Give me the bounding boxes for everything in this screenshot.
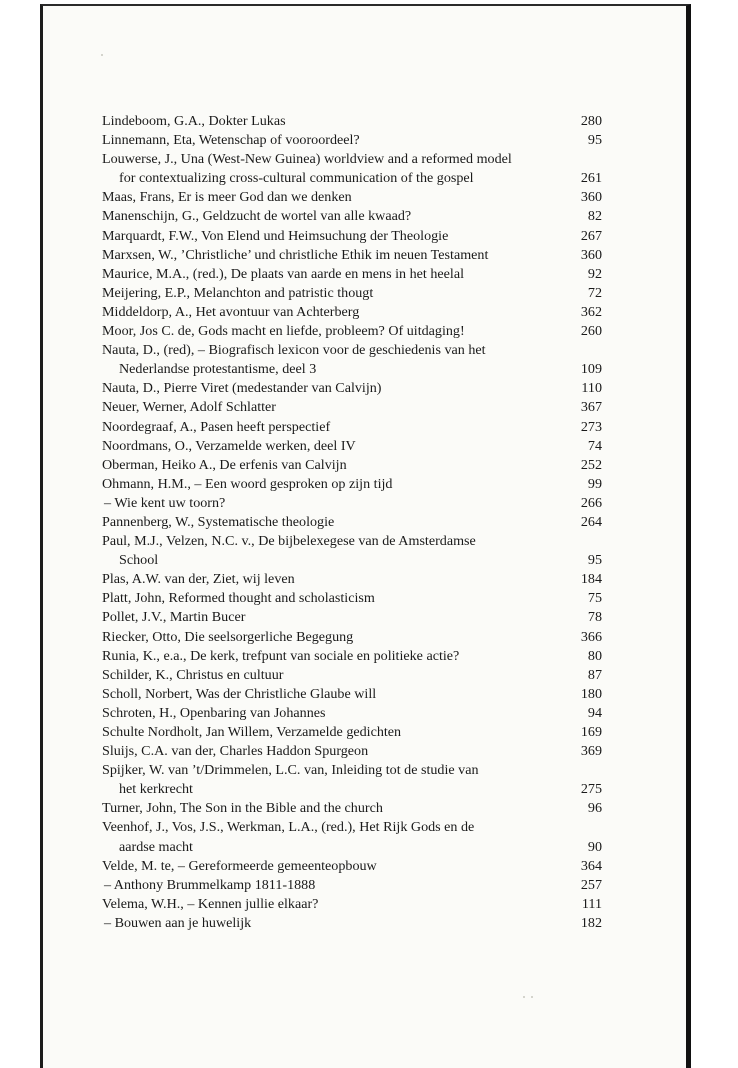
index-entry bbox=[102, 608, 602, 627]
index-entry bbox=[102, 398, 602, 417]
index-entry bbox=[102, 112, 602, 131]
entry-title: Manenschijn, G., Geldzucht de wortel van alle kwaad? bbox=[102, 208, 412, 225]
index-entry bbox=[102, 322, 602, 341]
entry-title: Pannenberg, W., Systematische theologie bbox=[102, 513, 335, 530]
index-entry bbox=[102, 513, 602, 532]
entry-line bbox=[102, 914, 602, 933]
page-number: 264 bbox=[580, 513, 602, 530]
index-entry bbox=[102, 895, 602, 914]
page-number: 110 bbox=[581, 380, 602, 397]
index-entry bbox=[102, 265, 602, 284]
page-number: 367 bbox=[580, 399, 602, 416]
page-number: 111 bbox=[581, 895, 602, 912]
entry-title: – Bouwen aan je huwelijk bbox=[104, 914, 252, 931]
entry-line bbox=[102, 704, 602, 723]
entry-line bbox=[102, 379, 602, 398]
entry-line bbox=[102, 207, 602, 226]
entry-title: for contextualizing cross-cultural communication of the gospel bbox=[119, 170, 474, 187]
page-number: 169 bbox=[580, 724, 602, 740]
page-number: 360 bbox=[580, 189, 602, 206]
page-number: 72 bbox=[587, 284, 602, 301]
entry-line bbox=[102, 857, 602, 876]
entry-title: Paul, M.J., Velzen, N.C. v., De bijbelexegese van de Amsterdamse bbox=[102, 533, 476, 550]
page-number: 75 bbox=[587, 590, 602, 607]
index-entry bbox=[102, 532, 602, 570]
entry-line bbox=[102, 666, 602, 685]
index-entry bbox=[102, 570, 602, 589]
entry-line bbox=[102, 456, 602, 475]
entry-line bbox=[102, 799, 602, 818]
entry-line bbox=[102, 723, 602, 742]
index-entry bbox=[102, 303, 602, 322]
index-entry bbox=[102, 761, 602, 799]
index-entry bbox=[102, 628, 602, 647]
index-entry bbox=[102, 341, 602, 379]
entry-continuation-line bbox=[102, 838, 602, 857]
page-number: 273 bbox=[580, 418, 602, 435]
scan-speck bbox=[531, 996, 533, 998]
entry-title: Runia, K., e.a., De kerk, trefpunt van sociale en politieke actie? bbox=[102, 647, 460, 664]
entry-title: Noordmans, O., Verzamelde werken, deel IV bbox=[102, 437, 356, 454]
entry-title: aardse macht bbox=[119, 838, 193, 855]
entry-title: Veenhof, J., Vos, J.S., Werkman, L.A., (red.), Het Rijk Gods en de bbox=[102, 819, 475, 836]
index-entry bbox=[102, 227, 602, 246]
entry-line bbox=[102, 818, 602, 837]
entry-title: Oberman, Heiko A., De erfenis van Calvijn bbox=[102, 456, 347, 473]
page-number: 95 bbox=[587, 552, 602, 569]
entry-line bbox=[102, 246, 602, 265]
entry-line bbox=[102, 895, 602, 914]
entry-title: Spijker, W. van ’t/Drimmelen, L.C. van, Inleiding tot de studie van bbox=[102, 762, 479, 779]
entry-line bbox=[102, 188, 602, 207]
entry-line bbox=[102, 742, 602, 761]
entry-title: Schilder, K., Christus en cultuur bbox=[102, 666, 284, 683]
entry-line bbox=[102, 647, 602, 666]
page-number: 96 bbox=[587, 800, 602, 817]
entry-line bbox=[102, 608, 602, 627]
entry-line bbox=[102, 322, 602, 341]
index-entry bbox=[102, 647, 602, 666]
index-entry bbox=[102, 246, 602, 265]
page-number: 99 bbox=[587, 475, 602, 492]
index-entry bbox=[102, 742, 602, 761]
index-entry bbox=[102, 723, 602, 742]
page-number: 260 bbox=[580, 323, 602, 340]
entry-continuation-line bbox=[102, 551, 602, 570]
entry-title: Noordegraaf, A., Pasen heeft perspectief bbox=[102, 418, 331, 435]
entry-line bbox=[102, 398, 602, 417]
page-number: 87 bbox=[587, 666, 602, 683]
entry-title: Neuer, Werner, Adolf Schlatter bbox=[102, 399, 276, 416]
page-number: 364 bbox=[580, 857, 602, 874]
entry-line bbox=[102, 227, 602, 246]
entry-line bbox=[102, 284, 602, 303]
page-number: 80 bbox=[587, 647, 602, 664]
entry-title: Velema, W.H., – Kennen jullie elkaar? bbox=[102, 895, 319, 912]
entry-title: Lindeboom, G.A., Dokter Lukas bbox=[102, 113, 286, 129]
index-entry bbox=[102, 914, 602, 933]
page-number: 180 bbox=[580, 685, 602, 702]
entry-continuation-line bbox=[102, 360, 602, 379]
index-entry bbox=[102, 666, 602, 685]
entry-title: Pollet, J.V., Martin Bucer bbox=[102, 609, 246, 626]
entry-line bbox=[102, 761, 602, 780]
entry-title: Riecker, Otto, Die seelsorgerliche Begegung bbox=[102, 628, 354, 645]
entry-title: Scholl, Norbert, Was der Christliche Glaube will bbox=[102, 685, 377, 702]
entry-line bbox=[102, 150, 602, 169]
scan-speck bbox=[523, 996, 525, 998]
entry-line bbox=[102, 437, 602, 456]
page-number: 82 bbox=[587, 208, 602, 225]
page-number: 267 bbox=[580, 227, 602, 244]
entry-line bbox=[102, 475, 602, 494]
entry-line bbox=[102, 494, 602, 513]
entry-continuation-line bbox=[102, 780, 602, 799]
page-number: 92 bbox=[587, 265, 602, 282]
entry-line bbox=[102, 532, 602, 551]
page-number: 280 bbox=[580, 113, 602, 129]
page-number: 90 bbox=[587, 838, 602, 855]
entry-line bbox=[102, 265, 602, 284]
entry-title: Sluijs, C.A. van der, Charles Haddon Spurgeon bbox=[102, 743, 369, 760]
entry-line bbox=[102, 685, 602, 704]
entry-title: Marxsen, W., ’Christliche’ und christliche Ethik im neuen Testament bbox=[102, 246, 489, 263]
index-entry bbox=[102, 857, 602, 876]
page-number: 369 bbox=[580, 743, 602, 760]
entry-line bbox=[102, 570, 602, 589]
entry-line bbox=[102, 418, 602, 437]
index-entry bbox=[102, 418, 602, 437]
page-number: 95 bbox=[587, 132, 602, 149]
page-number: 266 bbox=[580, 494, 602, 511]
page-number: 109 bbox=[580, 361, 602, 378]
index-entry bbox=[102, 150, 602, 188]
index-entry bbox=[102, 876, 602, 895]
index-entry bbox=[102, 685, 602, 704]
index-entry bbox=[102, 379, 602, 398]
entry-line bbox=[102, 513, 602, 532]
entry-continuation-line bbox=[102, 169, 602, 188]
index-entry bbox=[102, 207, 602, 226]
entry-title: Schulte Nordholt, Jan Willem, Verzamelde gedichten bbox=[102, 724, 402, 740]
entry-line bbox=[102, 303, 602, 322]
entry-title: School bbox=[119, 552, 159, 569]
page-number: 360 bbox=[580, 246, 602, 263]
index-entry bbox=[102, 188, 602, 207]
page-number: 184 bbox=[580, 571, 602, 588]
entry-title: Maas, Frans, Er is meer God dan we denken bbox=[102, 189, 352, 206]
entry-line bbox=[102, 628, 602, 647]
entry-title: Nederlandse protestantisme, deel 3 bbox=[119, 361, 317, 378]
page-number: 94 bbox=[587, 704, 602, 721]
index-entry bbox=[102, 456, 602, 475]
entry-title: Maurice, M.A., (red.), De plaats van aarde en mens in het heelal bbox=[102, 265, 464, 282]
entry-title: – Wie kent uw toorn? bbox=[104, 494, 226, 511]
index-entry bbox=[102, 437, 602, 456]
page-number: 74 bbox=[587, 437, 602, 454]
scan-speck bbox=[101, 54, 103, 56]
page-number: 275 bbox=[580, 781, 602, 798]
entry-title: Turner, John, The Son in the Bible and the church bbox=[102, 800, 383, 817]
entry-line bbox=[102, 589, 602, 608]
page-number: 182 bbox=[580, 914, 602, 931]
entry-line bbox=[102, 341, 602, 360]
index-entry bbox=[102, 818, 602, 856]
index-entry bbox=[102, 589, 602, 608]
entry-title: Plas, A.W. van der, Ziet, wij leven bbox=[102, 571, 295, 588]
entry-title: – Anthony Brummelkamp 1811-1888 bbox=[104, 876, 316, 893]
index-entry bbox=[102, 799, 602, 818]
page-number: 362 bbox=[580, 303, 602, 320]
register-index-list bbox=[102, 112, 602, 933]
entry-title: Schroten, H., Openbaring van Johannes bbox=[102, 704, 326, 721]
entry-title: Platt, John, Reformed thought and scholasticism bbox=[102, 590, 375, 607]
entry-title: Middeldorp, A., Het avontuur van Achterberg bbox=[102, 303, 360, 320]
entry-title: Linnemann, Eta, Wetenschap of vooroordeel? bbox=[102, 132, 360, 149]
page-number: 366 bbox=[580, 628, 602, 645]
entry-line bbox=[102, 112, 602, 131]
entry-title: Meijering, E.P., Melanchton and patristic thougt bbox=[102, 284, 374, 301]
page-number: 257 bbox=[580, 876, 602, 893]
entry-title: Nauta, D., Pierre Viret (medestander van Calvijn) bbox=[102, 380, 382, 397]
entry-title: Marquardt, F.W., Von Elend und Heimsuchung der Theologie bbox=[102, 227, 449, 244]
page-number: 252 bbox=[580, 456, 602, 473]
entry-title: het kerkrecht bbox=[119, 781, 193, 798]
page-number: 261 bbox=[580, 170, 602, 187]
entry-title: Louwerse, J., Una (West-New Guinea) worldview and a reformed model bbox=[102, 151, 512, 168]
index-entry bbox=[102, 131, 602, 150]
index-entry bbox=[102, 284, 602, 303]
entry-title: Ohmann, H.M., – Een woord gesproken op zijn tijd bbox=[102, 475, 393, 492]
entry-title: Nauta, D., (red), – Biografisch lexicon voor de geschiedenis van het bbox=[102, 342, 486, 359]
entry-line bbox=[102, 876, 602, 895]
index-entry bbox=[102, 704, 602, 723]
entry-line bbox=[102, 131, 602, 150]
entry-title: Moor, Jos C. de, Gods macht en liefde, probleem? Of uitdaging! bbox=[102, 323, 465, 340]
entry-title: Velde, M. te, – Gereformeerde gemeenteopbouw bbox=[102, 857, 377, 874]
index-entry bbox=[102, 494, 602, 513]
index-entry bbox=[102, 475, 602, 494]
page-number: 78 bbox=[587, 609, 602, 626]
